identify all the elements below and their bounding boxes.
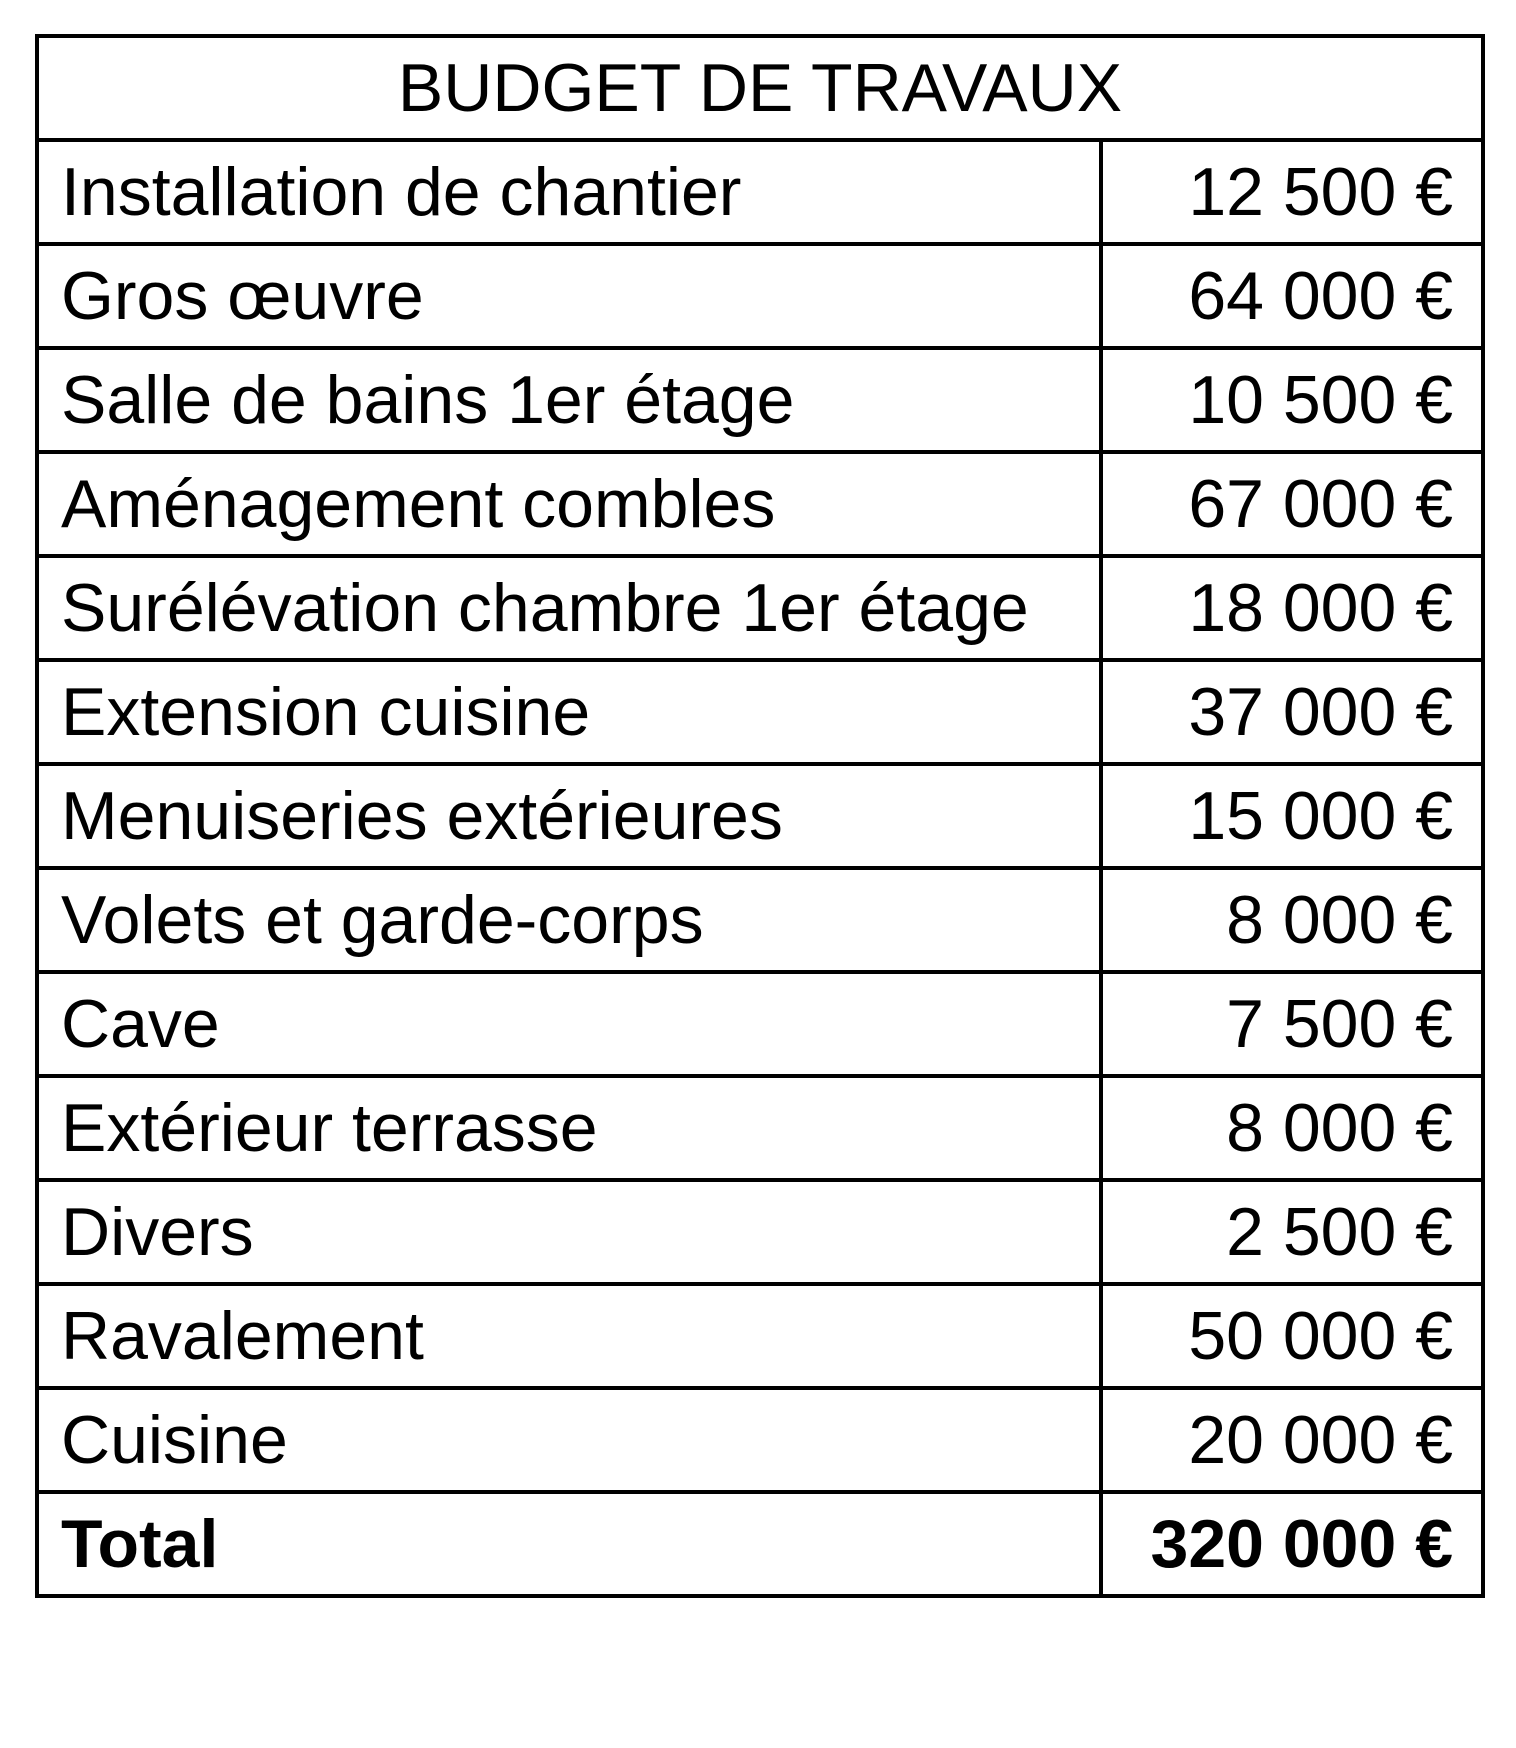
row-amount: 18 000 € (1101, 556, 1483, 660)
row-amount: 50 000 € (1101, 1284, 1483, 1388)
row-amount: 8 000 € (1101, 868, 1483, 972)
table-row (37, 660, 1483, 764)
row-amount: 2 500 € (1101, 1180, 1483, 1284)
row-label: Extension cuisine (37, 660, 1101, 764)
row-label: Cuisine (37, 1388, 1101, 1492)
row-amount: 67 000 € (1101, 452, 1483, 556)
total-label: Total (37, 1492, 1101, 1596)
table-row (37, 244, 1483, 348)
row-label: Gros œuvre (37, 244, 1101, 348)
table-row (37, 452, 1483, 556)
row-amount: 12 500 € (1101, 140, 1483, 244)
table-row (37, 1284, 1483, 1388)
row-label: Surélévation chambre 1er étage (37, 556, 1101, 660)
table-row (37, 140, 1483, 244)
row-amount: 8 000 € (1101, 1076, 1483, 1180)
table-row (37, 1388, 1483, 1492)
row-amount: 64 000 € (1101, 244, 1483, 348)
row-label: Extérieur terrasse (37, 1076, 1101, 1180)
table-title: BUDGET DE TRAVAUX (37, 36, 1483, 140)
table-row (37, 868, 1483, 972)
table-row (37, 764, 1483, 868)
row-label: Menuiseries extérieures (37, 764, 1101, 868)
row-label: Aménagement combles (37, 452, 1101, 556)
row-amount: 15 000 € (1101, 764, 1483, 868)
row-label: Divers (37, 1180, 1101, 1284)
table-row (37, 1076, 1483, 1180)
row-amount: 10 500 € (1101, 348, 1483, 452)
budget-table (35, 34, 1485, 1598)
row-amount: 7 500 € (1101, 972, 1483, 1076)
row-label: Cave (37, 972, 1101, 1076)
title-row (37, 36, 1483, 140)
table-row (37, 556, 1483, 660)
table-row (37, 1180, 1483, 1284)
row-amount: 37 000 € (1101, 660, 1483, 764)
total-row (37, 1492, 1483, 1596)
row-amount: 20 000 € (1101, 1388, 1483, 1492)
table-row (37, 972, 1483, 1076)
total-amount: 320 000 € (1101, 1492, 1483, 1596)
row-label: Installation de chantier (37, 140, 1101, 244)
row-label: Volets et garde-corps (37, 868, 1101, 972)
table-row (37, 348, 1483, 452)
row-label: Salle de bains 1er étage (37, 348, 1101, 452)
row-label: Ravalement (37, 1284, 1101, 1388)
